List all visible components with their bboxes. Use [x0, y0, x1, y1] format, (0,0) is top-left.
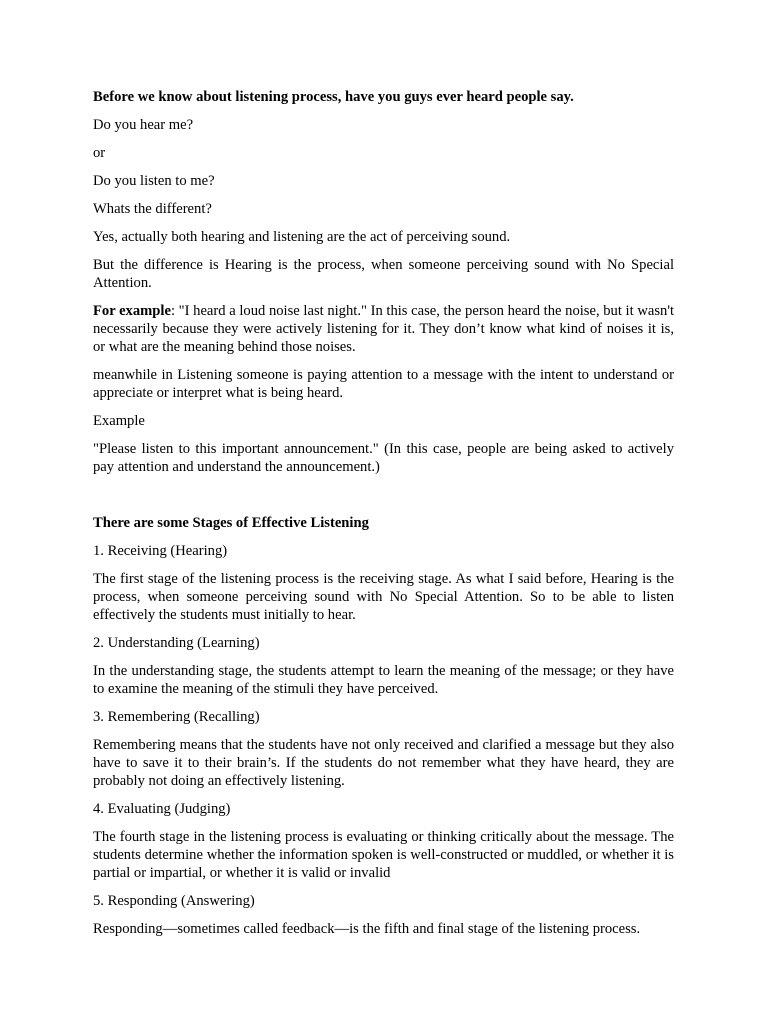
example-listening-paragraph: "Please listen to this important announcement." (In this case, people are being asked to actively pay attention and understand the announcement.): [93, 441, 674, 475]
stage-title: 1. Receiving (Hearing): [93, 543, 228, 559]
question-different: Whats the different?: [93, 201, 212, 217]
difference-paragraph: But the difference is Hearing is the process, when someone perceiving sound with No Special Attention.: [93, 257, 674, 291]
stage-title: 2. Understanding (Learning): [93, 635, 260, 651]
word-or: or: [93, 145, 106, 161]
stages-heading: There are some Stages of Effective Listening: [93, 515, 369, 531]
answer-paragraph: Yes, actually both hearing and listening are the act of perceiving sound.: [93, 229, 511, 245]
stage-body: Remembering means that the students have not only received and clarified a message but they also have to save it to their brain’s. If the students do not remember what they have heard, they are probably not doing an effectively listening.: [93, 737, 674, 789]
stage-title: 5. Responding (Answering): [93, 893, 255, 909]
example-hearing-text: : "I heard a loud noise last night." In this case, the person heard the noise, but it wasn't necessarily because they were actively listening for it. They don’t know what kind of noises it is, or what are the meaning behind those noises.: [93, 303, 675, 355]
example-hearing-paragraph: [93, 302, 674, 356]
document-page: [93, 88, 674, 948]
section-spacer: [93, 486, 674, 514]
stage-title: 4. Evaluating (Judging): [93, 801, 231, 817]
question-hear: Do you hear me?: [93, 117, 194, 133]
stage-body: In the understanding stage, the students attempt to learn the meaning of the message; or they have to examine the meaning of the stimuli they have perceived.: [93, 663, 674, 697]
listening-definition-paragraph: meanwhile in Listening someone is paying attention to a message with the intent to understand or appreciate or interpret what is being heard.: [93, 367, 674, 401]
intro-heading: Before we know about listening process, have you guys ever heard people say.: [93, 89, 574, 105]
stage-body: The fourth stage in the listening process is evaluating or thinking critically about the message. The students determine whether the information spoken is well-constructed or muddled, or whether it is partial or impartial, or whether it is valid or invalid: [93, 829, 674, 881]
example-label: For example: [93, 303, 171, 319]
example-listening-label: Example: [93, 413, 145, 429]
stage-title: 3. Remembering (Recalling): [93, 709, 260, 725]
stage-body: Responding—sometimes called feedback—is the fifth and final stage of the listening process.: [93, 921, 641, 937]
question-listen: Do you listen to me?: [93, 173, 215, 189]
stage-body: The first stage of the listening process is the receiving stage. As what I said before, Hearing is the process, when someone perceiving sound with No Special Attention. So to be able to listen effectively the students must initially to hear.: [93, 571, 674, 623]
